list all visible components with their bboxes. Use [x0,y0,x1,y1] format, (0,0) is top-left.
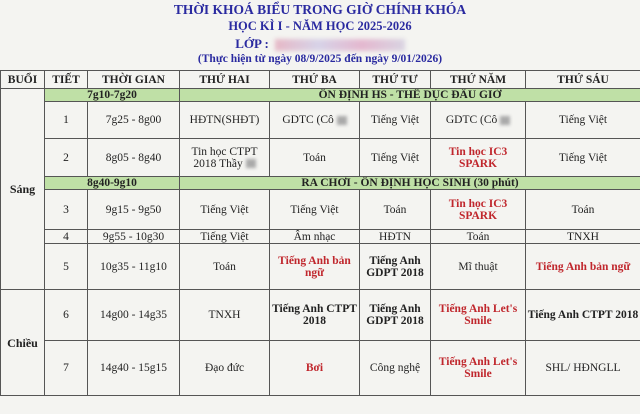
period-time: 9g55 - 10g30 [88,230,180,244]
banner-time: 8g40-9g10 [45,177,180,190]
period-number: 7 [45,341,88,396]
cell-mon: TNXH [180,290,270,341]
period-number: 6 [45,290,88,341]
col-tiet: TIẾT [45,71,88,89]
timetable [0,70,640,396]
cell-fri: SHL/ HĐNGLL [526,341,640,396]
table-row [1,290,640,341]
cell-mon: Đạo đức [180,341,270,396]
cell-wed: Công nghệ [360,341,431,396]
cell-mon: Tiếng Việt [180,190,270,230]
cell-thu: Tin học IC3 SPARK [431,139,526,177]
cell-wed: Toán [360,190,431,230]
cell-thu: Toán [431,230,526,244]
cell-tue: Tiếng Anh CTPT 2018 [270,290,360,341]
cell-tue: Âm nhạc [270,230,360,244]
table-row [1,230,640,244]
period-number: 1 [45,102,88,139]
class-name-redacted [275,39,405,51]
session-morning: Sáng [1,89,45,290]
cell-tue: GDTC (Cô [270,102,360,139]
period-number: 2 [45,139,88,177]
table-row [1,190,640,230]
table-row [1,341,640,396]
cell-wed: Tiếng Anh GDPT 2018 [360,290,431,341]
redacted-mark [500,116,510,125]
cell-wed: Tiếng Việt [360,102,431,139]
cell-fri: Tiếng Việt [526,139,640,177]
cell-fri: TNXH [526,230,640,244]
banner-row [1,177,640,190]
cell-thu: Tin học IC3 SPARK [431,190,526,230]
cell-fri: Tiếng Anh bản ngữ [526,244,640,290]
col-buoi: BUỔI [1,71,45,89]
period-time: 9g15 - 9g50 [88,190,180,230]
period-number: 5 [45,244,88,290]
table-row [1,139,640,177]
cell-thu: Mĩ thuật [431,244,526,290]
cell-tue: Toán [270,139,360,177]
period-time: 7g25 - 8g00 [88,102,180,139]
cell-thu: Tiếng Anh Let's Smile [431,290,526,341]
period-time: 10g35 - 11g10 [88,244,180,290]
class-title [0,36,640,52]
period-time: 14g00 - 14g35 [88,290,180,341]
cell-wed: HĐTN [360,230,431,244]
cell-mon: Tin học CTPT 2018 Thầy [180,139,270,177]
banner-text: RA CHƠI - ỔN ĐỊNH HỌC SINH (30 phút) [180,177,640,190]
banner-time: 7g10-7g20 [45,89,180,102]
period-time: 8g05 - 8g40 [88,139,180,177]
header-row [1,71,640,89]
banner-row [1,89,640,102]
table-row [1,102,640,139]
cell-thu: Tiếng Anh Let's Smile [431,341,526,396]
banner-text: ỔN ĐỊNH HS - THỂ DỤC ĐẦU GIỜ [180,89,640,102]
session-afternoon: Chiều [1,290,45,396]
col-thu: THỨ NĂM [431,71,526,89]
semester-title: HỌC KÌ I - NĂM HỌC 2025-2026 [228,19,412,33]
cell-tue: Tiếng Anh bản ngữ [270,244,360,290]
cell-mon: Toán [180,244,270,290]
table-row [1,244,640,290]
cell-mon: Tiếng Việt [180,230,270,244]
period-number: 3 [45,190,88,230]
cell-fri: Tiếng Việt [526,102,640,139]
cell-fri: Toán [526,190,640,230]
cell-mon: HĐTN(SHĐT) [180,102,270,139]
period-subtitle: (Thực hiện từ ngày 08/9/2025 đến ngày 9/01/2026) [197,53,443,65]
redacted-mark [246,159,256,168]
class-label: LỚP : [235,36,269,51]
cell-wed: Tiếng Anh GDPT 2018 [360,244,431,290]
col-mon: THỨ HAI [180,71,270,89]
cell-tue: Bơi [270,341,360,396]
col-wed: THỨ TƯ [360,71,431,89]
cell-tue: Tiếng Việt [270,190,360,230]
col-tue: THỨ BA [270,71,360,89]
period-number: 4 [45,230,88,244]
redacted-mark [337,116,347,125]
col-time: THỜI GIAN [88,71,180,89]
page-title: THỜI KHOÁ BIỂU TRONG GIỜ CHÍNH KHÓA [173,2,467,17]
cell-thu: GDTC (Cô [431,102,526,139]
cell-fri: Tiếng Anh CTPT 2018 [526,290,640,341]
period-time: 14g40 - 15g15 [88,341,180,396]
col-fri: THỨ SÁU [526,71,640,89]
cell-wed: Tiếng Việt [360,139,431,177]
